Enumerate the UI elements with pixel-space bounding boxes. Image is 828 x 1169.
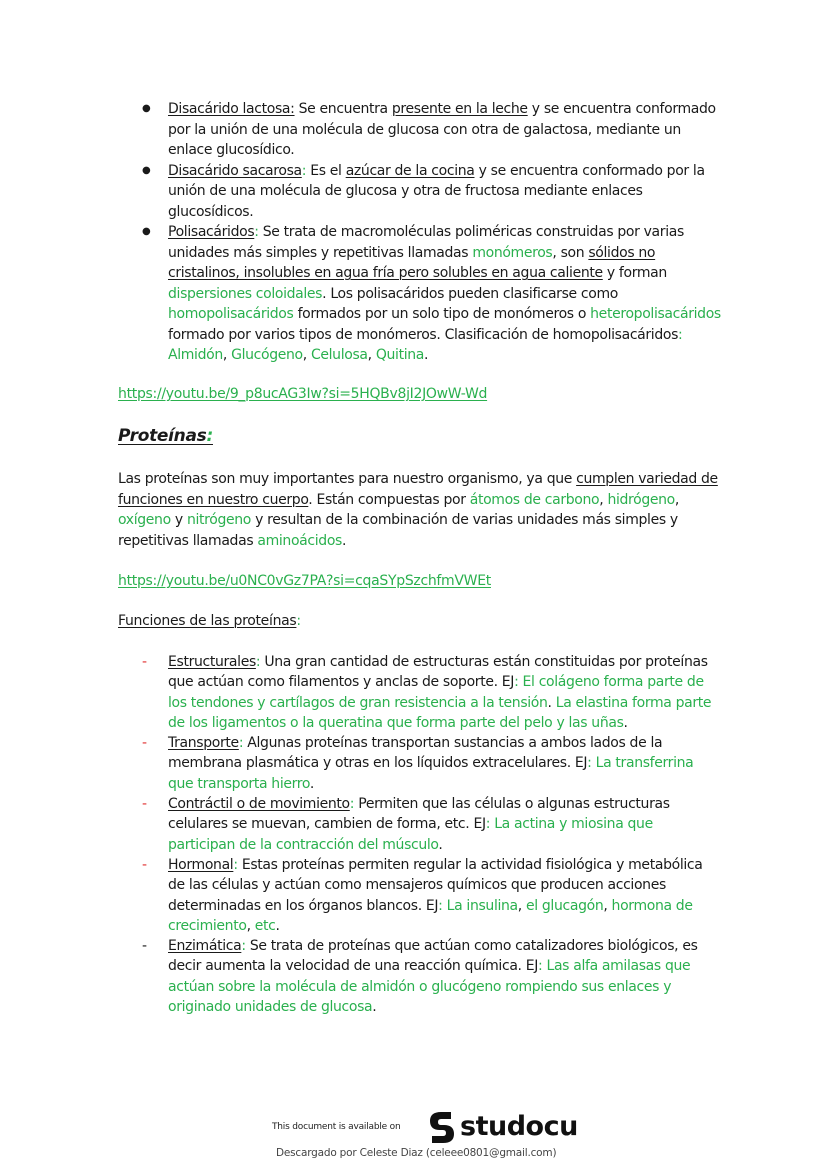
footer-downloaded-by: Descargado por Celeste Diaz (celeee0801@gmail.com) — [276, 1147, 557, 1159]
studocu-brand[interactable]: studocu — [460, 1111, 578, 1142]
list-item-enzimatica: - Enzimática: Se trata de proteínas que actúan como catalizadores biológicos, es decir aumenta la velocidad de una reacción química. EJ: Las alfa amilasas que actúan sobre la molécula de almidón o glucógeno rompiendo sus enlaces y originado unidades de glucosa. — [142, 936, 722, 1017]
video-link-carbohydrates[interactable]: https://youtu.be/9_p8ucAG3Iw?si=5HQBv8jI2JOwW-Wd — [118, 386, 488, 402]
list-item-lactosa: ● Disacárido lactosa: Se encuentra presente en la leche y se encuentra conformado por la unión de una molécula de glucosa con otra de galactosa, mediante un enlace glucosídico. — [142, 99, 722, 161]
list-item-estructurales: - Estructurales: Una gran cantidad de estructuras están constituidas por proteínas que actúan como filamentos y anclas de soporte. EJ: El colágeno forma parte de los tendones y cartílagos de gran resistencia a la tensión. La elastina forma parte de los ligamentos o la queratina que forma parte del pelo y las uñas. — [142, 652, 722, 733]
term-sacarosa: Disacárido sacarosa — [168, 162, 302, 179]
carbohydrate-list — [142, 99, 722, 366]
list-item-transporte: - Transporte: Algunas proteínas transportan sustancias a ambos lados de la membrana plasmática y otras en los líquidos extracelulares. EJ: La transferrina que transporta hierro. — [142, 733, 722, 794]
proteinas-paragraph: Las proteínas son muy importantes para nuestro organismo, ya que cumplen variedad de funciones en nuestro cuerpo. Están compuestas por átomos de carbono, hidrógeno, oxígeno y nitrógeno y resultan de la combinación de varias unidades más simples y repetitivas llamadas aminoácidos. — [118, 471, 718, 549]
studocu-logo-icon — [424, 1109, 458, 1145]
list-item-hormonal: - Hormonal: Estas proteínas permiten regular la actividad fisiológica y metabólica de las células y actúan como mensajeros químicos que producen acciones determinadas en los órganos blancos. EJ: La insulina, el glucagón, hormona de crecimiento, etc. — [142, 855, 722, 936]
list-item-sacarosa: ● Disacárido sacarosa: Es el azúcar de la cocina y se encuentra conformado por la unión de una molécula de glucosa y otra de fructosa mediante enlaces glucosídicos. — [142, 161, 722, 223]
term-lactosa: Disacárido lactosa: — [168, 101, 295, 117]
footer-available-text: This document is available on — [272, 1122, 401, 1132]
video-link-proteins[interactable]: https://youtu.be/u0NC0vGz7PA?si=cqaSYpSzchfmVWEt — [118, 573, 491, 589]
funciones-title: Funciones de las proteínas: — [118, 613, 301, 629]
list-item-contractil: - Contráctil o de movimiento: Permiten que las células o algunas estructuras celulares se muevan, cambien de forma, etc. EJ: La actina y miosina que participan de la contracción del músculo. — [142, 794, 722, 855]
term-polisacaridos: Polisacáridos — [168, 224, 255, 240]
protein-functions-list — [142, 652, 722, 1017]
section-heading-proteinas: Proteínas: — [118, 426, 213, 446]
list-item-polisacaridos: ● Polisacáridos: Se trata de macromoléculas poliméricas construidas por varias unidades más simples y repetitivas llamadas monómeros, son sólidos no cristalinos, insolubles en agua fría pero solubles en agua caliente y forman dispersiones coloidales. Los polisacáridos pueden clasificarse como homopolisacáridos formados por un solo tipo de monómeros o heteropolisacáridos formado por varios tipos de monómeros. Clasificación de homopolisacáridos: Almidón, Glucógeno, Celulosa, Quitina. — [142, 222, 722, 366]
